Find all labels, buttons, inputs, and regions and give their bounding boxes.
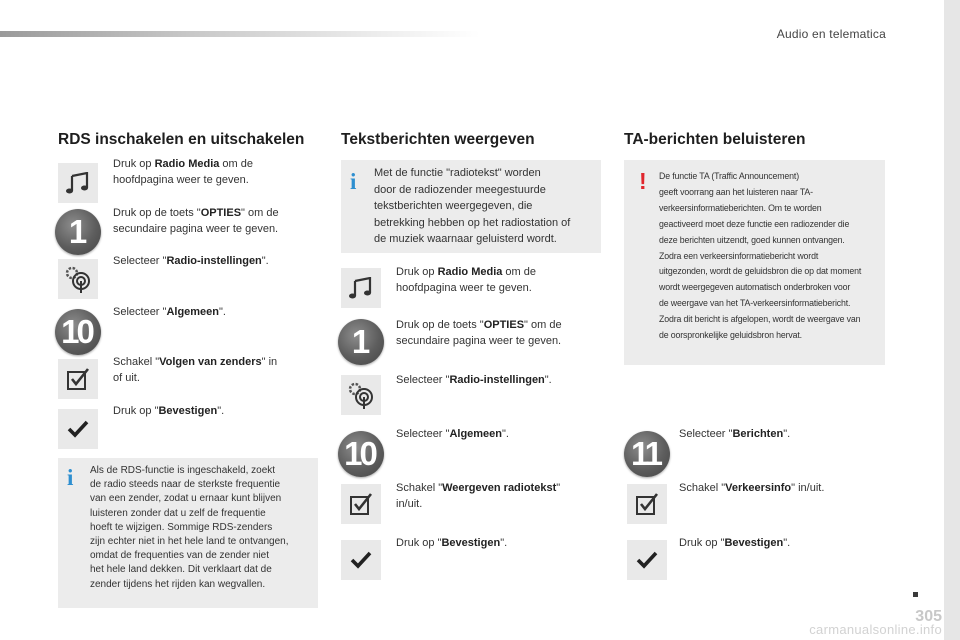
- step-number-badge: 10: [55, 309, 101, 355]
- page-edge-strip: [944, 0, 960, 640]
- text-info-text: Met de functie "radiotekst" worden door de radiozender meegestuurde tekstberichten weergegeven, die betrekking hebben op het radiostation of de muziek waarnaar geluisterd wordt.: [374, 167, 571, 245]
- checkbox-toggle-icon: [627, 484, 667, 524]
- rds-info-box: [58, 458, 318, 608]
- step-number-badge: 10: [338, 431, 384, 477]
- ta-warning-box: [624, 160, 885, 365]
- step-number-badge: 11: [624, 431, 670, 477]
- header-gradient-bar: [0, 31, 480, 37]
- text-step-radio-media: Druk op Radio Media om de hoofdpagina weer te geven.: [396, 266, 537, 294]
- rds-heading: RDS inschakelen en uitschakelen: [58, 131, 305, 148]
- rds-step-radio-instellingen: Selecteer "Radio-instellingen".: [113, 255, 269, 267]
- section-title: Audio en telematica: [776, 27, 886, 41]
- ta-step-berichten: Selecteer "Berichten".: [679, 428, 791, 440]
- info-icon: i: [350, 169, 357, 194]
- warning-icon: !: [639, 168, 647, 194]
- page-number: 305: [915, 608, 942, 625]
- ta-warning-text: De functie TA (Traffic Announcement) geeft voorrang aan het luisteren naar TA- verkeersinformatieberichten. Om te worden geactiveerd moet deze functie een radiozender die deze berichten uitzendt, goed kunnen ontvangen. Zodra een verkeersinformatiebericht wordt uitgezonden, wordt de geluidsbron die op dat moment wordt weergegeven automatisch onderbroken voor de weergave van het TA-verkeersinformatiebericht. Zodra dit bericht is afgelopen, wordt de weergave van de oorspronkelijke geluidsbron hervat.: [659, 171, 862, 341]
- radio-settings-icon: [58, 259, 98, 299]
- rds-step-volgen: Schakel "Volgen van zenders" in of uit.: [113, 356, 278, 384]
- text-step-algemeen: Selecteer "Algemeen".: [396, 428, 509, 440]
- text-step-radio-instellingen: Selecteer "Radio-instellingen".: [396, 374, 552, 386]
- radio-settings-icon: [341, 375, 381, 415]
- ta-heading: TA-berichten beluisteren: [624, 131, 806, 148]
- music-note-icon: [341, 268, 381, 308]
- step-number-badge: 1: [338, 319, 384, 365]
- rds-info-text: Als de RDS-functie is ingeschakeld, zoekt de radio steeds naar de sterkste frequentie van een zender, zodat u ernaar kunt blijven luisteren zonder dat u zelf de frequentie hoeft te wijzigen. Sommige RDS-zenders zijn echter niet in het hele land te ontvangen, omdat de frequenties van de zender niet het hele land dekken. Dit verklaart dat de zender tijdens het rijden kan wegvallen.: [90, 465, 289, 590]
- checkmark-icon: [341, 540, 381, 580]
- text-step-opties: Druk op de toets "OPTIES" om de secundaire pagina weer te geven.: [396, 319, 562, 347]
- music-note-icon: [58, 163, 98, 203]
- step-number-badge: 1: [55, 209, 101, 255]
- watermark: carmanualsonline.info: [809, 622, 942, 637]
- checkmark-icon: [58, 409, 98, 449]
- rds-step-bevestigen: Druk op "Bevestigen".: [113, 405, 225, 417]
- ta-step-verkeersinfo: Schakel "Verkeersinfo" in/uit.: [679, 482, 825, 494]
- rds-step-algemeen: Selecteer "Algemeen".: [113, 306, 226, 318]
- ta-step-bevestigen: Druk op "Bevestigen".: [679, 537, 791, 549]
- text-info-box: [341, 160, 601, 253]
- checkbox-toggle-icon: [341, 484, 381, 524]
- rds-step-radio-media: Druk op Radio Media om de hoofdpagina weer te geven.: [113, 158, 254, 186]
- checkbox-toggle-icon: [58, 359, 98, 399]
- info-icon: i: [67, 465, 74, 490]
- text-heading: Tekstberichten weergeven: [341, 131, 535, 148]
- checkmark-icon: [627, 540, 667, 580]
- page-marker: [913, 592, 918, 597]
- text-step-weergeven: Schakel "Weergeven radiotekst" in/uit.: [396, 482, 561, 510]
- rds-step-opties: Druk op de toets "OPTIES" om de secundaire pagina weer te geven.: [113, 207, 279, 235]
- text-step-bevestigen: Druk op "Bevestigen".: [396, 537, 508, 549]
